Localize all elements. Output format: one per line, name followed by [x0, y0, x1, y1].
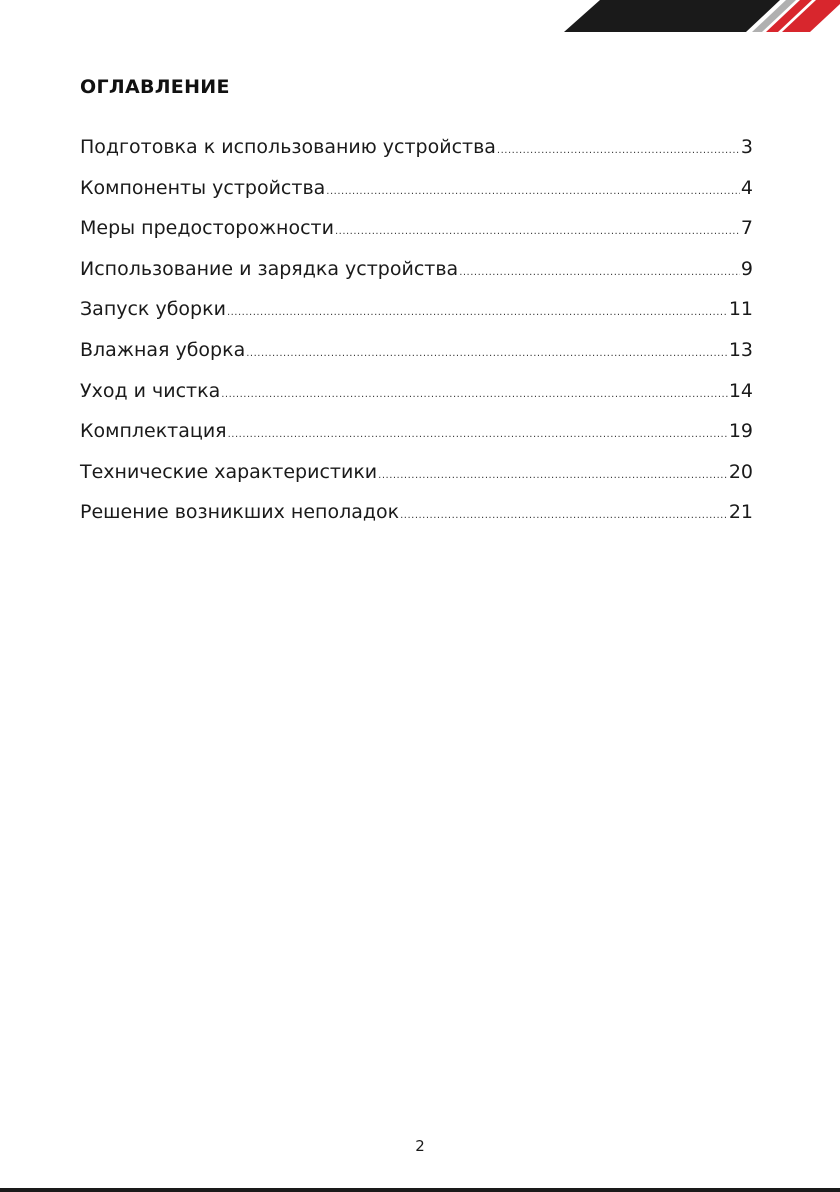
toc-entry-preparation[interactable] — [80, 136, 753, 177]
toc-entry-specifications[interactable] — [80, 461, 753, 502]
toc-entry-maintenance[interactable] — [80, 380, 753, 421]
toc-dot-leader — [335, 226, 740, 238]
toc-entry-page: 21 — [728, 501, 753, 524]
toc-entry-title: Компоненты устройства — [80, 176, 326, 199]
toc-entry-title: Решение возникших неполадок — [80, 501, 400, 524]
toc-entry-page: 19 — [728, 420, 753, 443]
toc-entry-title: Влажная уборка — [80, 338, 246, 361]
toc-entry-page: 3 — [740, 136, 753, 158]
toc-entry-page: 13 — [728, 338, 753, 361]
toc-heading: ОГЛАВЛЕНИЕ — [80, 76, 230, 98]
bottom-rule — [0, 1188, 840, 1192]
toc-entry-usage-charging[interactable] — [80, 258, 753, 299]
toc-dot-leader — [400, 510, 728, 522]
toc-entry-title: Технические характеристики — [80, 460, 378, 483]
toc-dot-leader — [221, 389, 728, 401]
toc-entry-wet-cleaning[interactable] — [80, 339, 753, 380]
toc-entry-title: Использование и зарядка устройства — [80, 257, 459, 280]
toc-entry-title: Меры предосторожности — [80, 217, 334, 240]
corner-stripe-decoration — [540, 0, 840, 32]
toc-entry-title: Уход и чистка — [80, 379, 221, 402]
toc-entry-precautions[interactable] — [80, 217, 753, 258]
toc-entry-package-contents[interactable] — [80, 420, 753, 461]
toc-dot-leader — [246, 348, 728, 360]
toc-entry-title: Подготовка к использованию устройства — [80, 136, 496, 158]
toc-list — [80, 136, 753, 542]
page-number: 2 — [415, 1137, 425, 1155]
toc-dot-leader — [497, 145, 740, 157]
toc-entry-page: 4 — [740, 176, 753, 199]
toc-entry-components[interactable] — [80, 177, 753, 218]
toc-entry-troubleshooting[interactable] — [80, 501, 753, 542]
toc-dot-leader — [326, 186, 740, 198]
toc-entry-title: Запуск уборки — [80, 298, 226, 321]
toc-dot-leader — [228, 429, 728, 441]
toc-entry-page: 11 — [728, 298, 753, 321]
toc-entry-page: 9 — [740, 257, 753, 280]
toc-entry-page: 14 — [728, 379, 753, 402]
toc-entry-page: 20 — [728, 460, 753, 483]
toc-dot-leader — [378, 470, 728, 482]
toc-entry-start-cleaning[interactable] — [80, 298, 753, 339]
toc-dot-leader — [459, 267, 740, 279]
toc-dot-leader — [227, 307, 728, 319]
toc-entry-title: Комплектация — [80, 420, 227, 443]
toc-entry-page: 7 — [740, 217, 753, 240]
